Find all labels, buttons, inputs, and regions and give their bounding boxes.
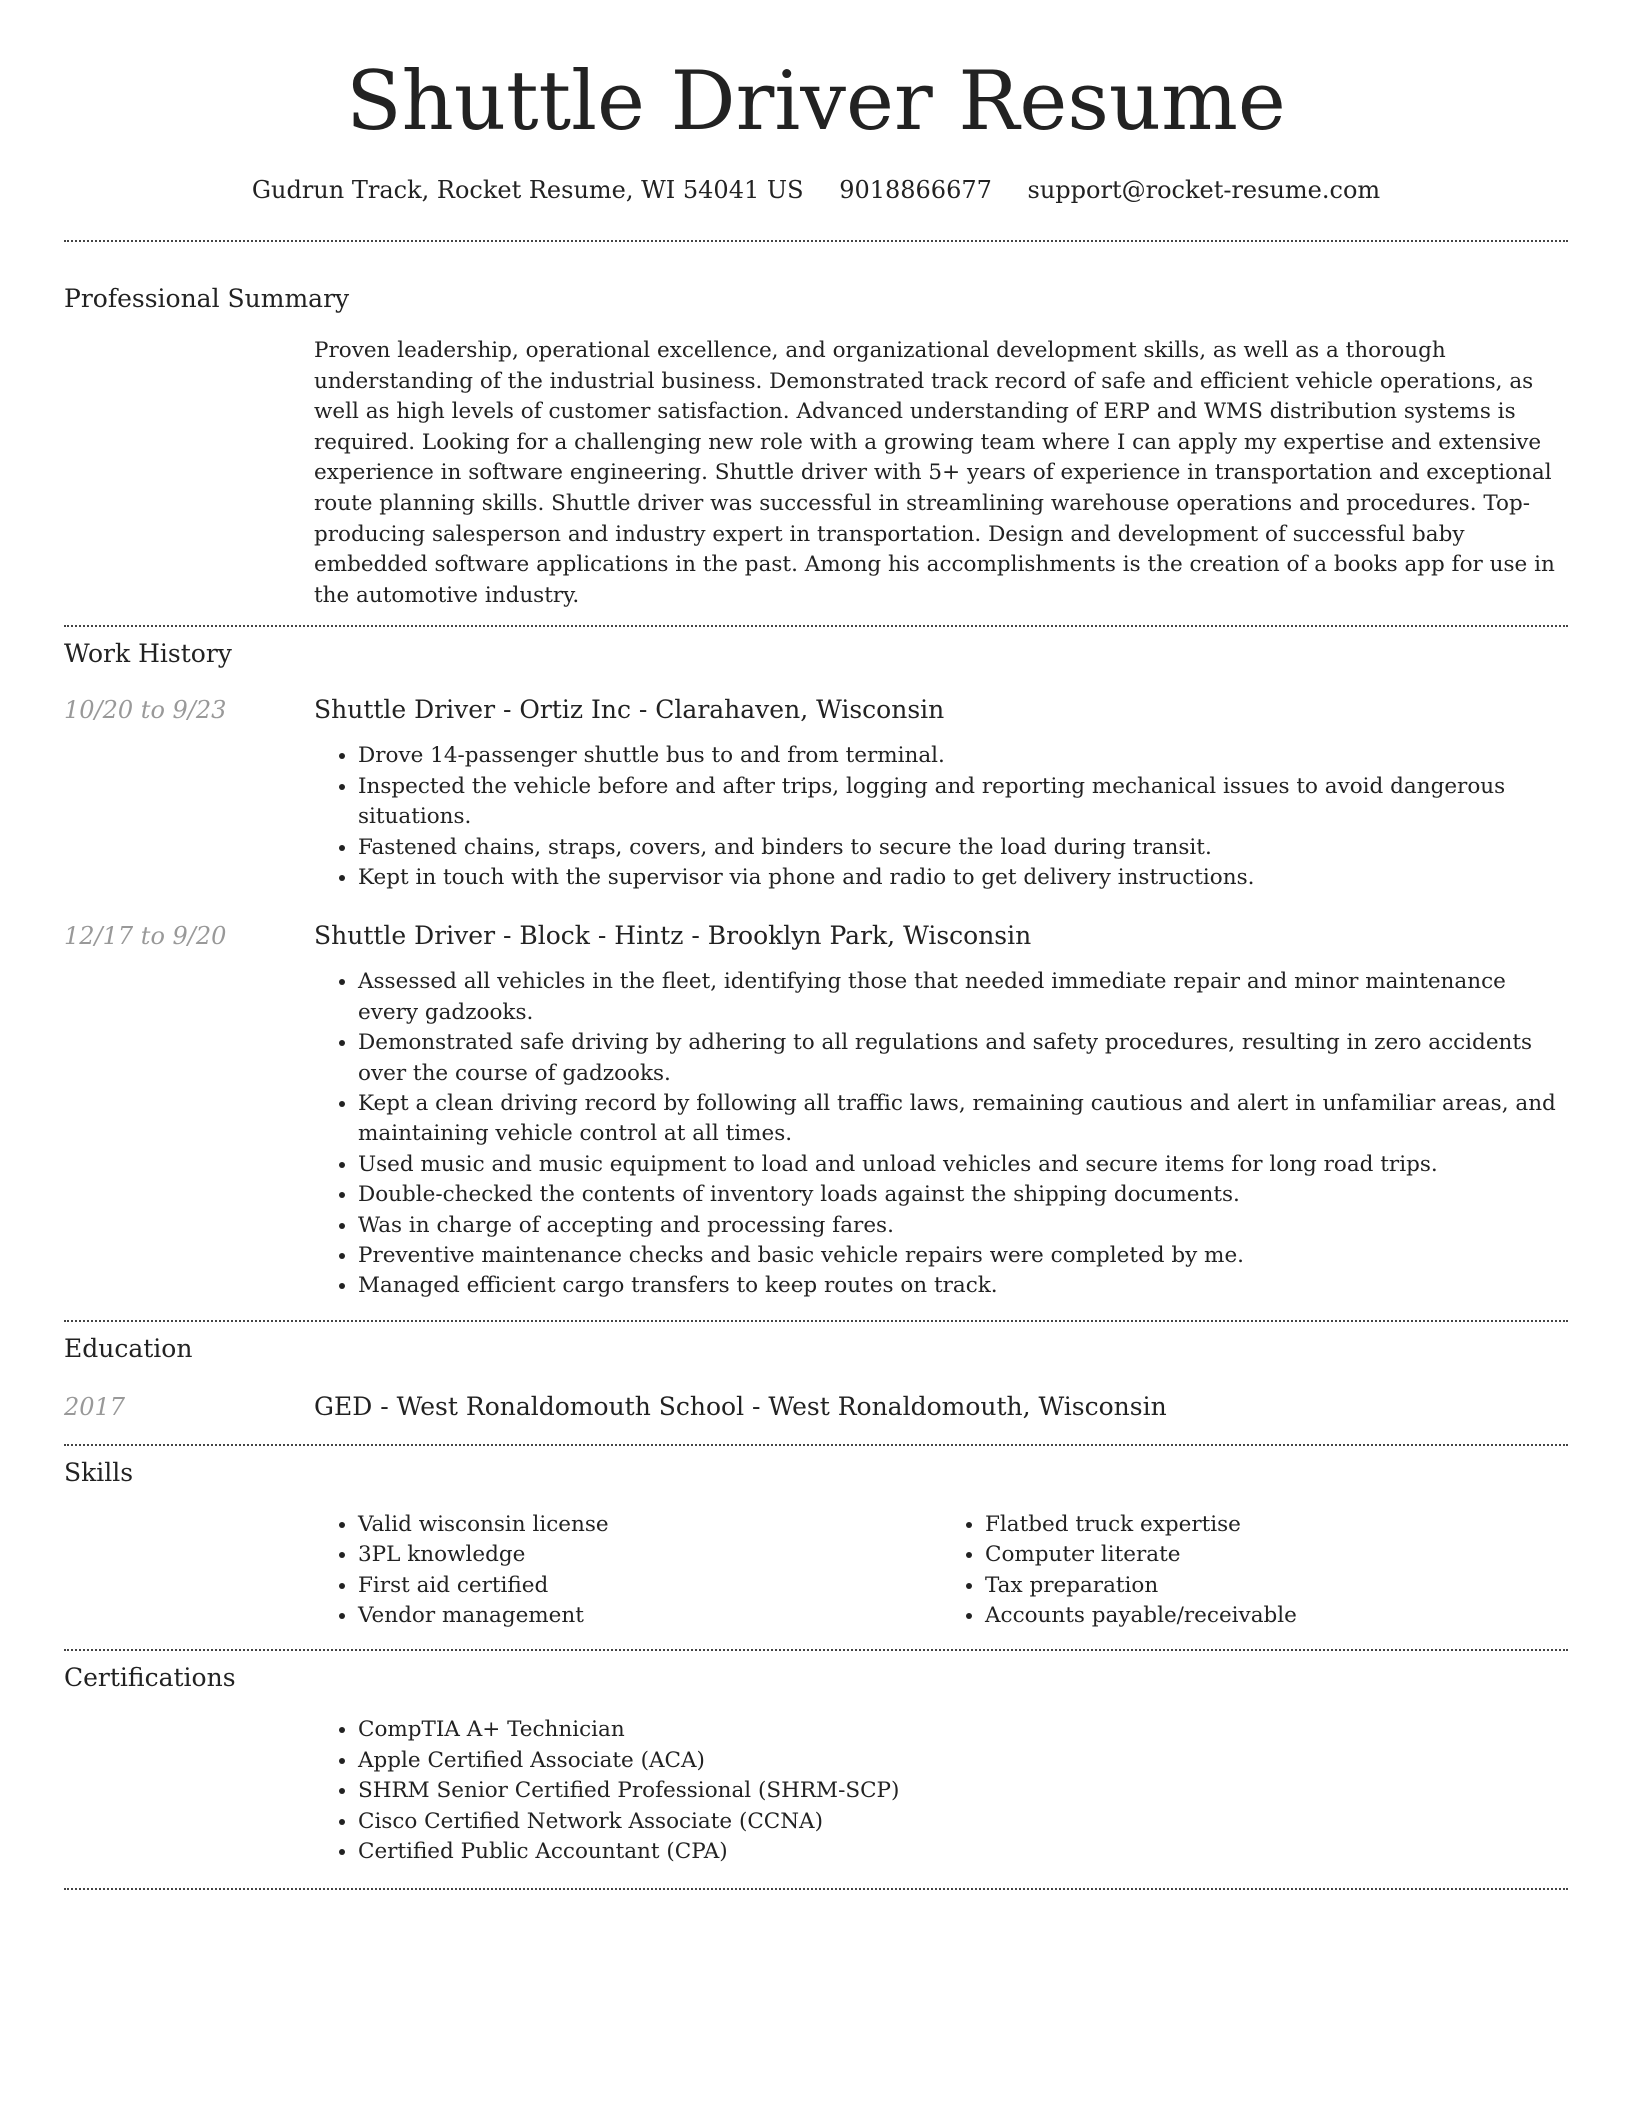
divider: [64, 1320, 1568, 1322]
list-item: • Used music and music equipment to load and unload vehicles and secure items for long road trips.: [358, 1150, 1568, 1180]
contact-phone: 9018866677: [839, 176, 992, 204]
job-dates: 12/17 to 9/20: [64, 922, 227, 951]
list-item: • Fastened chains, straps, covers, and binders to secure the load during transit.: [358, 833, 1568, 863]
list-item: • Kept in touch with the supervisor via phone and radio to get delivery instructions.: [358, 863, 1568, 893]
list-item: • Preventive maintenance checks and basic vehicle repairs were completed by me.: [358, 1241, 1568, 1271]
job-bullets: [314, 741, 1568, 893]
job-dates: 10/20 to 9/23: [64, 696, 227, 725]
certifications-row: [64, 1715, 1568, 1867]
contact-line: [64, 174, 1568, 206]
summary-heading: Professional Summary: [64, 284, 350, 313]
resume-page: [64, 0, 1568, 1890]
work-history-heading: Work History: [64, 639, 232, 669]
certifications-list: [314, 1715, 1568, 1867]
education-heading: Education: [64, 1333, 193, 1363]
list-item: • Inspected the vehicle before and after trips, logging and reporting mechanical issues to avoid dangerous situations.: [358, 772, 1568, 833]
contact-email[interactable]: support@rocket-resume.com: [1027, 176, 1381, 204]
list-item: • Demonstrated safe driving by adhering to all regulations and safety procedures, resulting in zero accidents over the course of gadzooks.: [358, 1028, 1568, 1089]
list-item: • Drove 14-passenger shuttle bus to and from terminal.: [358, 741, 1568, 771]
list-item: • Managed efficient cargo transfers to keep routes on track.: [358, 1271, 1568, 1301]
list-item: • SHRM Senior Certified Professional (SHRM-SCP): [358, 1776, 1568, 1806]
list-item: • Computer literate: [985, 1540, 1568, 1570]
list-item: • Valid wisconsin license: [358, 1510, 941, 1540]
list-item: • First aid certified: [358, 1571, 941, 1601]
divider: [64, 1888, 1568, 1890]
list-item: • Flatbed truck expertise: [985, 1510, 1568, 1540]
job-entry: [64, 693, 1568, 893]
skills-heading: Skills: [64, 1457, 134, 1487]
list-item: • Certified Public Accountant (CPA): [358, 1837, 1568, 1867]
list-item: • CompTIA A+ Technician: [358, 1715, 1568, 1745]
divider: [64, 1444, 1568, 1446]
skills-list-left: [314, 1510, 941, 1632]
certifications-heading: Certifications: [64, 1663, 236, 1693]
list-item: • Accounts payable/receivable: [985, 1601, 1568, 1631]
divider: [64, 625, 1568, 627]
job-bullets: [314, 967, 1568, 1301]
list-item: • 3PL knowledge: [358, 1540, 941, 1570]
list-item: • Double-checked the contents of inventory loads against the shipping documents.: [358, 1180, 1568, 1210]
list-item: • Tax preparation: [985, 1571, 1568, 1601]
divider: [64, 240, 1568, 242]
job-entry: [64, 919, 1568, 1301]
list-item: • Cisco Certified Network Associate (CCNA): [358, 1807, 1568, 1837]
education-year: 2017: [64, 1392, 126, 1421]
list-item: • Assessed all vehicles in the fleet, identifying those that needed immediate repair and minor maintenance every gadzooks.: [358, 967, 1568, 1028]
skills-row: [64, 1510, 1568, 1632]
list-item: • Was in charge of accepting and processing fares.: [358, 1211, 1568, 1241]
list-item: • Kept a clean driving record by following all traffic laws, remaining cautious and alert in unfamiliar areas, and maintaining vehicle control at all times.: [358, 1089, 1568, 1150]
education-entry: [64, 1390, 1568, 1424]
job-title: Shuttle Driver - Ortiz Inc - Clarahaven, Wisconsin: [314, 695, 945, 725]
resume-title: Shuttle Driver Resume: [346, 55, 1286, 149]
skills-list-right: [941, 1510, 1568, 1632]
education-title: GED - West Ronaldomouth School - West Ronaldomouth, Wisconsin: [314, 1391, 1167, 1421]
list-item: • Vendor management: [358, 1601, 941, 1631]
job-title: Shuttle Driver - Block - Hintz - Brooklyn Park, Wisconsin: [314, 921, 1032, 951]
divider: [64, 1649, 1568, 1651]
contact-address: Gudrun Track, Rocket Resume, WI 54041 US: [251, 176, 804, 204]
summary-text: Proven leadership, operational excellence, and organizational development skills, as well as a thorough understanding of the industrial business. Demonstrated track record of safe and efficient vehicle operations, as well as high levels of customer satisfaction. Advanced understanding of ERP and WMS distribution systems is required. Looking for a challenging new role with a growing team where I can apply my expertise and extensive experience in software engineering. Shuttle driver with 5+ years of experience in transportation and exceptional route planning skills. Shuttle driver was successful in streamlining warehouse operations and procedures. Top-producing salesperson and industry expert in transportation. Design and development of successful baby embedded software applications in the past. Among his accomplishments is the creation of a books app for use in the automotive industry.: [314, 338, 1555, 608]
summary-row: [64, 336, 1568, 611]
list-item: • Apple Certified Associate (ACA): [358, 1746, 1568, 1776]
skills-grid: [314, 1510, 1568, 1632]
